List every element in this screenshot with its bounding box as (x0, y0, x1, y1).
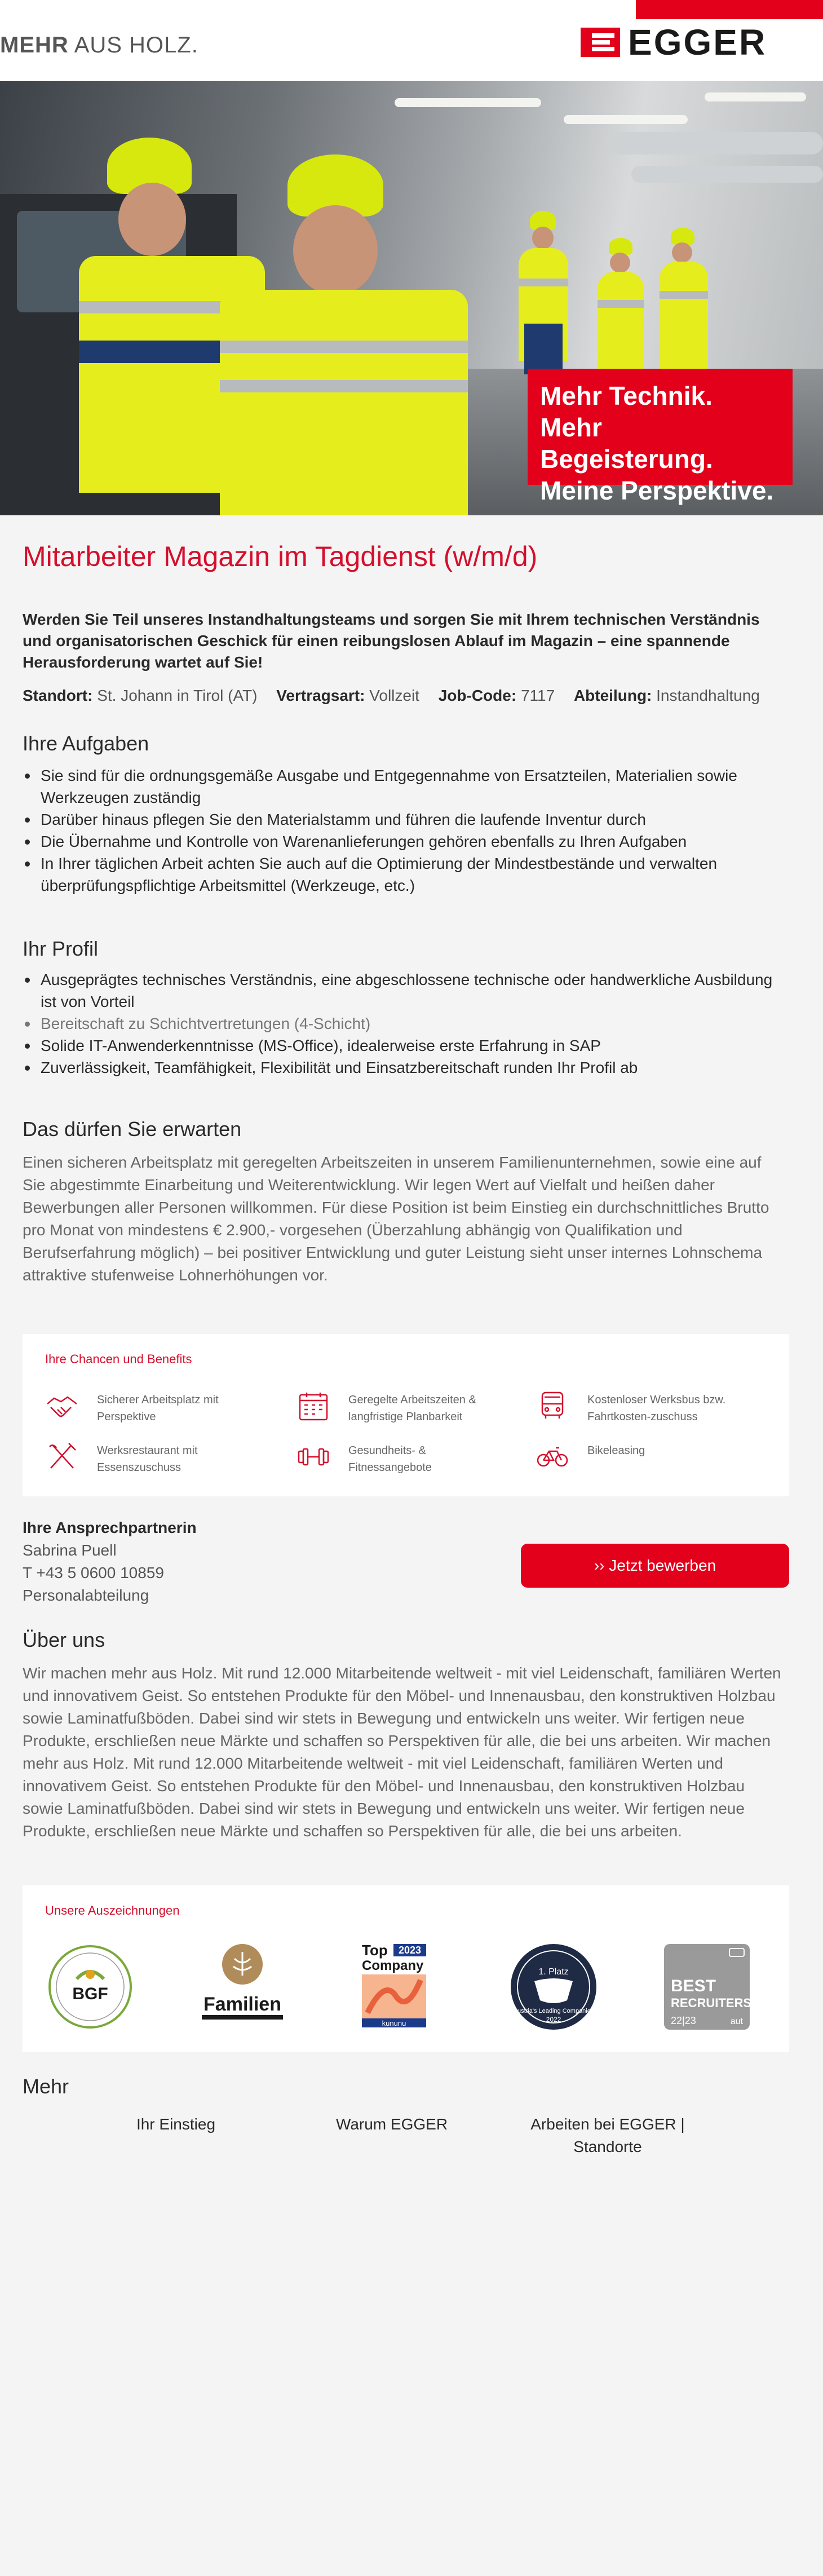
contact-department: Personalabteilung (23, 1587, 149, 1604)
expect-heading: Das dürfen Sie erwarten (23, 1117, 242, 1141)
logo-accent-bar (636, 0, 823, 19)
svg-text:BEST: BEST (671, 1977, 716, 1995)
svg-text:2023: 2023 (398, 1945, 422, 1956)
about-heading: Über uns (23, 1628, 105, 1651)
contact-phone[interactable]: T +43 5 0600 10859 (23, 1564, 164, 1581)
list-item: Ausgeprägtes technisches Verständnis, eine abgeschlossene technische oder handwerkliche Ausbildung ist von Vorteil (41, 969, 785, 1013)
egger-logo-mark-icon (581, 28, 620, 57)
benefit-item: Werksrestaurant mit Essenszuschuss (45, 1439, 259, 1478)
apply-button[interactable]: ›› Jetzt bewerben (521, 1544, 789, 1588)
calendar-icon (297, 1390, 330, 1422)
leading-companies-seal-icon (508, 1942, 599, 2032)
list-item: Sie sind für die ordnungsgemäße Ausgabe und Entgegennahme von Ersatzteilen, Materialien sowie Werkzeugen zuständig (41, 765, 785, 808)
contact-heading: Ihre Ansprechpartnerin (23, 1519, 197, 1536)
tasks-list (41, 765, 785, 896)
hero-tagline: Mehr Technik. Mehr Begeisterung. Meine Perspektive. (528, 369, 793, 485)
list-item: In Ihrer täglichen Arbeit achten Sie auch auf die Optimierung der Mindestbestände und verwalten überprüfungspflichtige Arbeitsmittel (Werkzeuge, etc.) (41, 852, 785, 896)
list-item: Solide IT-Anwenderkenntnisse (MS-Office), idealerweise erste Erfahrung in SAP (41, 1035, 785, 1057)
svg-text:RECRUITERS: RECRUITERS (671, 1996, 752, 2010)
expect-text: Einen sicheren Arbeitsplatz mit geregelten Arbeitszeiten in unserem Familienunternehmen, sowie eine auf Sie abgestimmte Einarbeitung und Weiterentwicklung. Wir legen Wert auf Vielfalt und heißen daher Bewerbungen aller Personen willkommen. Für diese Position ist beim Einstieg ein durchschnittliches Brutto pro Monat von mindestens € 2.900,- vorgesehen (Überzahlung abhängig von Qualifikation und Berufserfahrung möglich) – bei positiver Entwicklung und guter Leistung sieht unser internes Lohnschema attraktive stufenweise Lohnerhöhungen vor. (23, 1154, 769, 1284)
list-item: Darüber hinaus pflegen Sie den Materialstamm und führen die laufende Inventur durch (41, 808, 785, 830)
svg-text:kununu: kununu (382, 2019, 406, 2027)
kununu-top-company-icon (351, 1939, 441, 2030)
svg-text:BGF: BGF (72, 1985, 108, 2003)
link-arbeiten-bei-egger[interactable]: Arbeiten bei EGGER | Standorte (530, 2115, 685, 2155)
dumbbell-icon (297, 1441, 330, 1473)
benefit-item: Geregelte Arbeitszeiten & langfristige Planbarkeit (297, 1388, 511, 1428)
best-recruiters-badge-icon (662, 1942, 752, 2032)
benefit-item: Sicherer Arbeitsplatz mit Perspektive (45, 1388, 259, 1428)
handshake-icon (45, 1390, 79, 1422)
more-heading: Mehr (23, 2075, 69, 2098)
awards-heading: Unsere Auszeichnungen (45, 1903, 180, 1917)
svg-text:1. Platz: 1. Platz (538, 1967, 569, 1977)
benefits-heading: Ihre Chancen und Benefits (45, 1352, 192, 1366)
list-item: Zuverlässigkeit, Teamfähigkeit, Flexibilität und Einsatzbereitschaft runden Ihr Profil ab (41, 1057, 785, 1079)
svg-text:Company: Company (362, 1958, 424, 1973)
profile-list (41, 969, 785, 1079)
svg-text:aut: aut (730, 2017, 743, 2026)
about-text: Wir machen mehr aus Holz. Mit rund 12.000 Mitarbeitende weltweit - mit viel Leidenschaft, familiären Werten und innovativem Geist. So entstehen Produkte für den Möbel- und Innenausbau, den konstruktiven Holzbau sowie Laminatfußböden. Dabei sind wir stets in Bewegung und entwickeln uns weiter. Wir fertigen neue Produkte, erschließen neue Märkte und schaffen so Perspektiven für alle, die bei uns arbeiten. Wir machen mehr aus Holz. Mit rund 12.000 Mitarbeitende weltweit - mit viel Leidenschaft, familiären Werten und innovativem Geist. So entstehen Produkte für den Möbel- und Innenausbau, den konstruktiven Holzbau sowie Laminatfußböden. Dabei sind wir stets in Bewegung und entwickeln uns weiter. Wir fertigen neue Produkte, erschließen neue Märkte und schaffen so Perspektiven für alle, die bei uns arbeiten. (23, 1664, 781, 1840)
benefit-item: Bikeleasing (536, 1439, 750, 1478)
job-title: Mitarbeiter Magazin im Tagdienst (w/m/d) (23, 541, 538, 572)
job-meta: Standort: St. Johann in Tirol (AT) Vertragsart: Vollzeit Job-Code: 7117 Abteilung: Instandhaltung (23, 687, 760, 704)
svg-text:Austria's Leading Companies: Austria's Leading Companies (513, 2008, 594, 2014)
bicycle-icon (536, 1441, 569, 1473)
svg-text:2022: 2022 (546, 2016, 561, 2023)
svg-text:22|23: 22|23 (671, 2015, 696, 2026)
list-item: Die Übernahme und Kontrolle von Warenanlieferungen gehören ebenfalls zu Ihren Aufgaben (41, 830, 785, 852)
benefits-card (23, 1334, 789, 1496)
page-header (0, 0, 823, 81)
tasks-heading: Ihre Aufgaben (23, 732, 149, 755)
bus-icon (536, 1390, 569, 1422)
contact-name: Sabrina Puell (23, 1541, 117, 1559)
contact-block (23, 1517, 197, 1607)
cutlery-icon (45, 1441, 79, 1473)
slogan: MEHR AUS HOLZ. (0, 33, 198, 58)
svg-text:Top: Top (362, 1942, 388, 1959)
logo-text: EGGER (628, 22, 767, 63)
bgf-seal-icon (45, 1942, 135, 2032)
benefit-item: Kostenloser Werksbus bzw. Fahrtkosten-zuschuss (536, 1388, 750, 1428)
awards-card (23, 1885, 789, 2052)
hero-image (0, 81, 823, 515)
benefit-item: Gesundheits- & Fitnessangebote (297, 1439, 511, 1478)
list-item: Bereitschaft zu Schichtvertretungen (4-Schicht) (41, 1013, 785, 1035)
svg-text:Familien: Familien (203, 1994, 281, 2015)
egger-logo[interactable] (581, 22, 823, 63)
familien-award-icon (197, 1942, 287, 2032)
profile-heading: Ihr Profil (23, 937, 99, 960)
link-ihr-einstieg[interactable]: Ihr Einstieg (136, 2115, 216, 2133)
job-intro: Werden Sie Teil unseres Instandhaltungsteams und sorgen Sie mit Ihrem technischen Verständnis und organisatorischen Geschick für einen reibungslosen Ablauf im Magazin – eine spannende Herausforderung wartet auf Sie! (23, 611, 760, 671)
link-warum-egger[interactable]: Warum EGGER (335, 2115, 448, 2133)
